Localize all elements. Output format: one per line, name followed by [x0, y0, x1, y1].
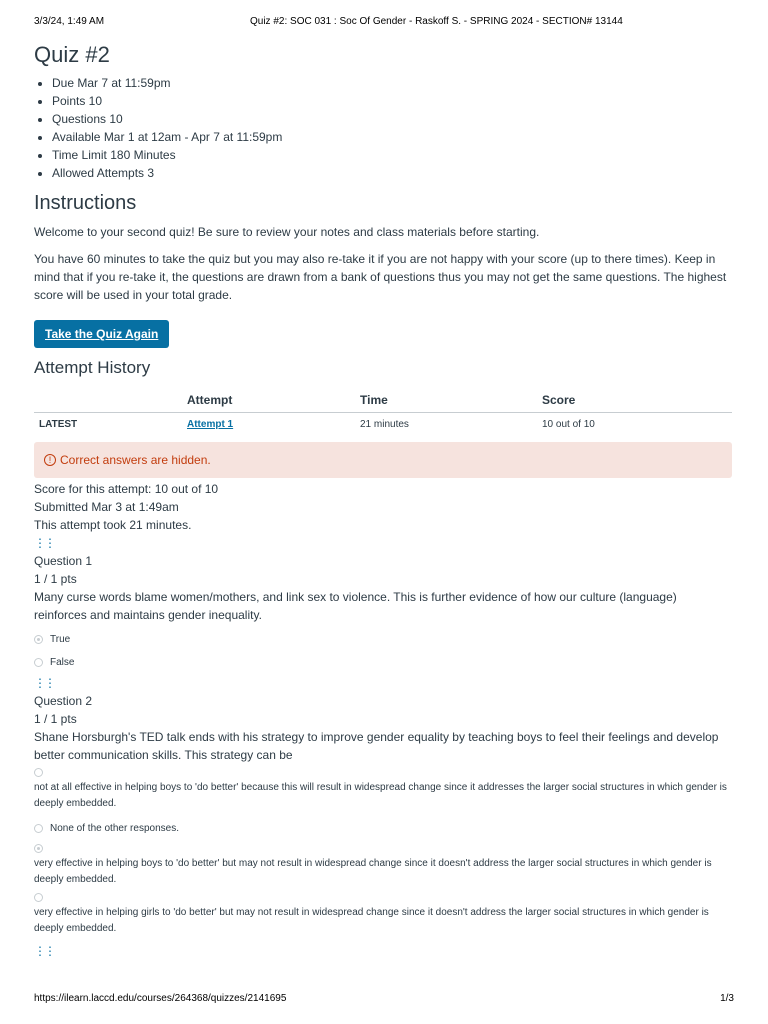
quiz-content — [34, 40, 732, 960]
option-label: not at all effective in helping boys to 'do better' because this will result in widespread change since it addresses the larger social structures in which gender is deeply embedded. — [34, 782, 727, 809]
column-header-time: Time — [355, 388, 537, 413]
attempt-history-heading: Attempt History — [34, 358, 151, 377]
column-header-attempt: Attempt — [182, 388, 355, 413]
print-url: https://ilearn.laccd.edu/courses/264368/quizzes/2141695 — [34, 993, 287, 1004]
question-2-points: 1 / 1 pts — [34, 712, 77, 726]
correct-answers-hidden-alert — [34, 442, 732, 478]
alert-text: Correct answers are hidden. — [60, 453, 211, 467]
instructions-heading: Instructions — [34, 192, 137, 214]
quiz-details-list — [34, 74, 732, 182]
take-quiz-again-button[interactable]: Take the Quiz Again — [34, 320, 169, 348]
detail-due: • Due Mar 7 at 11:59pm — [52, 74, 732, 92]
option-label: None of the other responses. — [50, 823, 179, 834]
radio-icon[interactable] — [34, 893, 43, 902]
question-1-label: Question 1 — [34, 554, 93, 568]
drag-handle-icon[interactable]: ⋮⋮ — [34, 676, 54, 690]
radio-icon[interactable] — [34, 658, 43, 667]
detail-questions: • Questions 10 — [52, 110, 732, 128]
detail-time-limit: • Time Limit 180 Minutes — [52, 146, 732, 164]
question-2-label: Question 2 — [34, 694, 93, 708]
drag-handle-icon[interactable]: ⋮⋮ — [34, 536, 54, 550]
print-doc-title: Quiz #2: SOC 031 : Soc Of Gender - Raskoff S. - SPRING 2024 - SECTION# 13144 — [250, 16, 623, 27]
detail-points: • Points 10 — [52, 92, 732, 110]
page-title: Quiz #2 — [34, 42, 110, 67]
question-1-option-false[interactable] — [34, 651, 732, 674]
attempt-score-summary: Score for this attempt: 10 out of 10 — [34, 482, 219, 496]
warning-circle-icon: ! — [44, 454, 56, 466]
question-2-option-1[interactable] — [34, 768, 732, 812]
detail-allowed-attempts: • Allowed Attempts 3 — [52, 164, 732, 182]
detail-available: • Available Mar 1 at 12am - Apr 7 at 11:59pm — [52, 128, 732, 146]
option-label: False — [50, 657, 75, 668]
column-header-label — [34, 388, 182, 413]
print-date: 3/3/24, 1:49 AM — [34, 16, 105, 27]
column-header-score: Score — [537, 388, 732, 413]
instructions-paragraph-1: Welcome to your second quiz! Be sure to review your notes and class materials before starting. — [34, 225, 540, 239]
option-label: very effective in helping girls to 'do better' but may not result in widespread change since it doesn't address the larger social structures in which gender is deeply embedded. — [34, 907, 709, 934]
radio-selected-icon[interactable] — [34, 844, 43, 853]
instructions-paragraph-2: You have 60 minutes to take the quiz but you may also re-take it if you are not happy with your score (up to there times). Keep in mind that if you re-take it, the questions are drawn from a bank of questions thus you may not get the same questions. The highest score will be used in your total grade. — [34, 252, 727, 302]
print-page-number: 1/3 — [720, 993, 734, 1004]
attempt-time: 21 minutes — [360, 419, 409, 430]
radio-selected-icon[interactable] — [34, 635, 43, 644]
option-label: True — [50, 634, 71, 645]
radio-icon[interactable] — [34, 824, 43, 833]
question-1-text: Many curse words blame women/mothers, and link sex to violence. This is further evidence of how our culture (language) reinforces and maintains gender inequality. — [34, 590, 677, 622]
print-footer — [34, 993, 734, 1009]
attempt-summary — [34, 480, 732, 534]
attempt-score: 10 out of 10 — [542, 419, 595, 430]
option-label: very effective in helping boys to 'do better' but may not result in widespread change since it doesn't address the larger social structures in which gender is deeply embedded. — [34, 858, 712, 885]
table-header-row — [34, 388, 732, 413]
attempt-duration: This attempt took 21 minutes. — [34, 518, 192, 532]
question-2-option-2[interactable] — [34, 817, 732, 840]
question-1-option-true[interactable] — [34, 628, 732, 651]
question-2-option-3[interactable] — [34, 844, 732, 888]
print-header — [34, 16, 734, 32]
question-2-option-4[interactable] — [34, 893, 732, 937]
latest-label: LATEST — [39, 419, 78, 430]
attempt-history-table — [34, 388, 732, 436]
attempt-1-link[interactable]: Attempt 1 — [187, 419, 234, 430]
drag-handle-icon[interactable]: ⋮⋮ — [34, 944, 54, 958]
attempt-submitted: Submitted Mar 3 at 1:49am — [34, 500, 179, 514]
question-2-text: Shane Horsburgh's TED talk ends with his strategy to improve gender equality by teaching boys to feel their feelings and develop better communication skills. This strategy can be — [34, 730, 719, 762]
table-row — [34, 413, 732, 437]
radio-icon[interactable] — [34, 768, 43, 777]
question-1-points: 1 / 1 pts — [34, 572, 77, 586]
